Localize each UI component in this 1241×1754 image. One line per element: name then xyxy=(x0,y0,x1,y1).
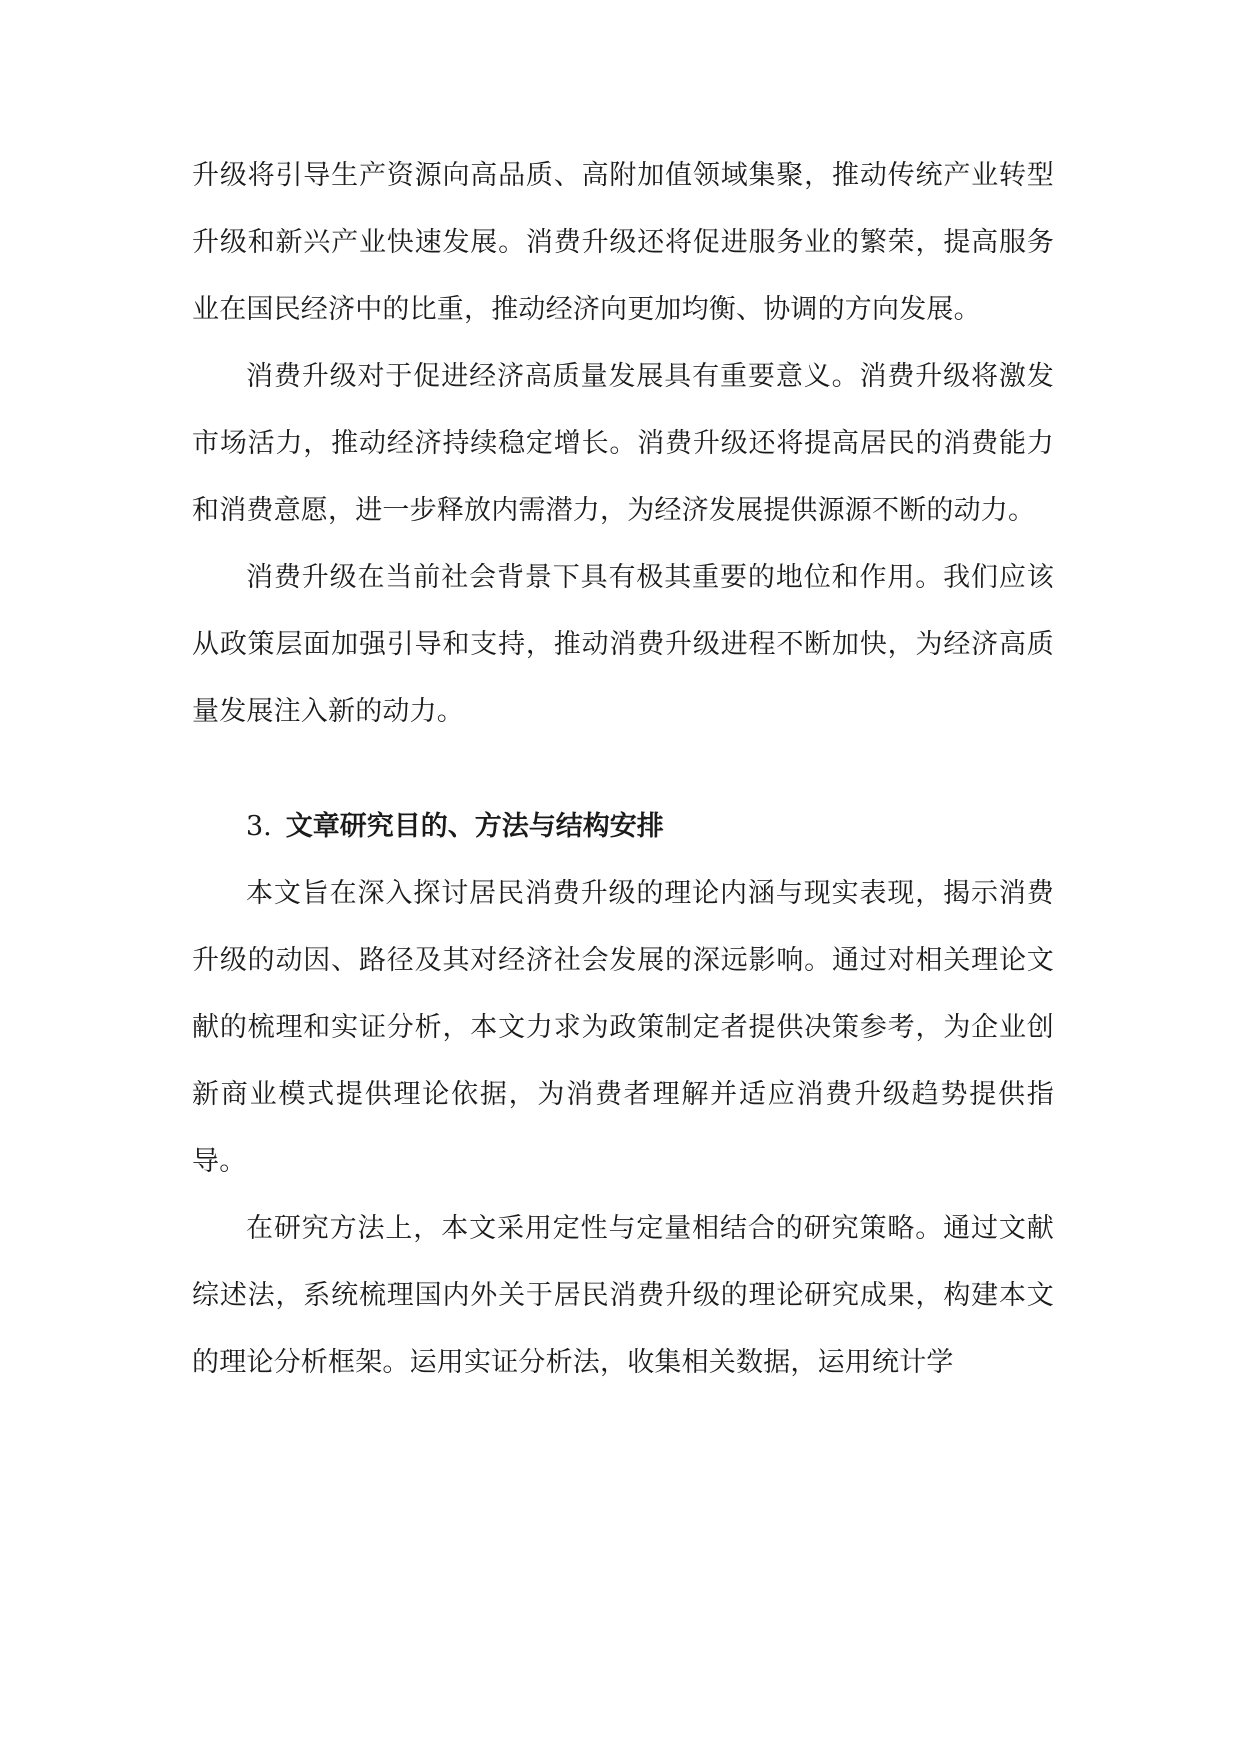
page-content xyxy=(192,142,1054,1396)
paragraph-research-method: 在研究方法上，本文采用定性与定量相结合的研究策略。通过文献综述法，系统梳理国内外关于居民消费升级的理论研究成果，构建本文的理论分析框架。运用实证分析法，收集相关数据，运用统计学 xyxy=(192,1213,1054,1378)
section-title: 文章研究目的、方法与结构安排 xyxy=(285,811,664,842)
section-heading xyxy=(192,793,1054,860)
paragraph-policy-importance: 消费升级在当前社会背景下具有极其重要的地位和作用。我们应该从政策层面加强引导和支持，推动消费升级进程不断加快，为经济高质量发展注入新的动力。 xyxy=(192,562,1054,727)
paragraph-research-purpose: 本文旨在深入探讨居民消费升级的理论内涵与现实表现，揭示消费升级的动因、路径及其对经济社会发展的深远影响。通过对相关理论文献的梳理和实证分析，本文力求为政策制定者提供决策参考，为企业创新商业模式提供理论依据，为消费者理解并适应消费升级趋势提供指导。 xyxy=(192,878,1054,1177)
paragraph-continuation: 升级将引导生产资源向高品质、高附加值领域集聚，推动传统产业转型升级和新兴产业快速发展。消费升级还将促进服务业的繁荣，提高服务业在国民经济中的比重，推动经济向更加均衡、协调的方向发展。 xyxy=(192,160,1054,325)
section-number: 3. xyxy=(246,811,272,842)
paragraph-economic-significance: 消费升级对于促进经济高质量发展具有重要意义。消费升级将激发市场活力，推动经济持续稳定增长。消费升级还将提高居民的消费能力和消费意愿，进一步释放内需潜力，为经济发展提供源源不断的动力。 xyxy=(192,361,1054,526)
